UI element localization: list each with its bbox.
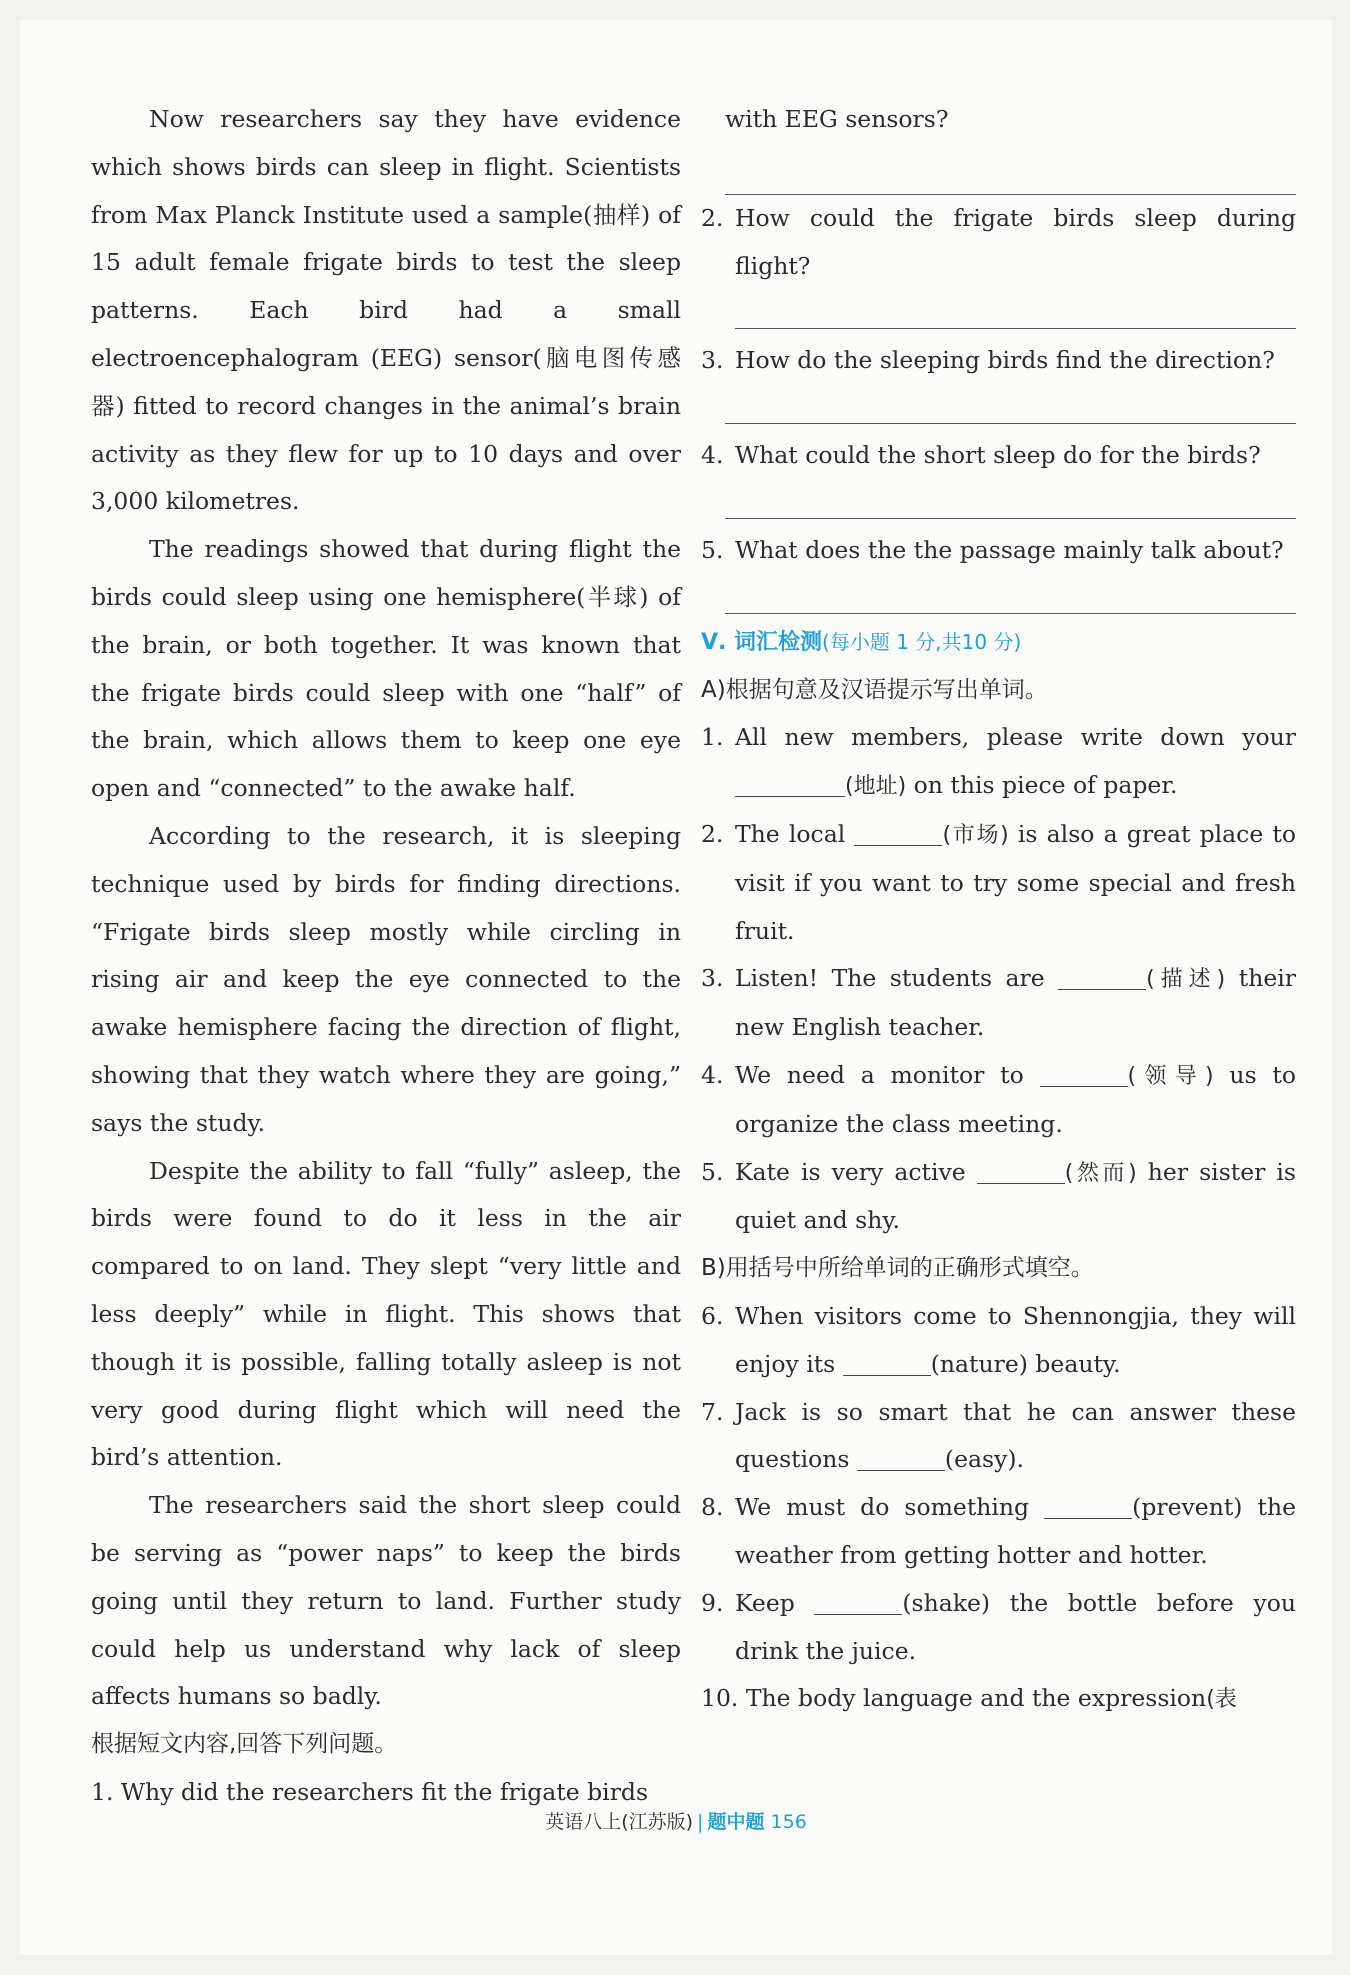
answer-line-2[interactable] (735, 290, 1296, 329)
passage-paragraph-3: According to the research, it is sleeping technique used by birds for finding directions. “Frigate birds sleep mostly while circling in rising air and keep the eye connected to the awake hemisphere facing the direction of flight, showing that they watch where they are going,” says the study. (91, 821, 681, 1137)
vocab-item-4: 4. We need a monitor to (领导) us to organize the class meeting. (701, 1052, 1296, 1149)
passage-paragraph-1: Now researchers say they have evidence which shows birds can sleep in flight. Scientists from Max Planck Institute used a sample(抽样) of 15 adult female frigate birds to test the sleep patterns. Each bird had a small electroencephalogram (EEG) sensor(脑电图传感器) fitted to record changes in the animal’s brain activity as they flew for up to 10 days and over 3,000 kilometres. (91, 105, 681, 516)
vocab-item-5: 5. Kate is very active (然而) her sister is quiet and shy. (701, 1149, 1296, 1246)
question-1-start: 1. Why did the researchers fit the frigate birds (91, 1777, 649, 1806)
answer-line-5[interactable] (725, 575, 1296, 614)
section-title: Ⅴ. 词汇检测 (701, 629, 823, 655)
part-a-title: A)根据句意及汉语提示写出单词。 (701, 676, 1048, 703)
blank-input-6[interactable] (843, 1347, 931, 1376)
section-heading (701, 618, 1296, 667)
vocab-item-6: 6. When visitors come to Shennongjia, they will enjoy its (nature) beauty. (701, 1301, 1296, 1378)
blank-input-4[interactable] (1040, 1058, 1128, 1087)
blank-input-9[interactable] (814, 1586, 902, 1615)
passage-paragraph-5: The researchers said the short sleep could be serving as “power naps” to keep the birds going until they return to land. Further study could help us understand why lack of sleep affects humans so badly. (91, 1491, 681, 1711)
answer-line-3[interactable] (725, 385, 1296, 424)
vocab-item-9: 9. Keep (shake) the bottle before you drink the juice. (701, 1580, 1296, 1676)
answer-line-1[interactable] (725, 144, 1296, 195)
left-column (91, 96, 681, 1817)
blank-input-8[interactable] (1044, 1490, 1132, 1519)
question-2: 2. How could the frigate birds sleep during flight? (701, 203, 1296, 280)
page-footer: 英语八上(江苏版) | 题中题 156 (545, 1811, 807, 1833)
vocab-item-2: 2. The local (市场) is also a great place to visit if you want to try some special and fresh fruit. (701, 811, 1296, 955)
blank-input-3[interactable] (1058, 961, 1146, 990)
vocab-item-1: 1. All new members, please write down your (地址) on this piece of paper. (701, 723, 1296, 800)
passage-paragraph-2: The readings showed that during flight the birds could sleep using one hemisphere(半球) of the brain, or both together. It was known that the frigate birds could sleep with one “half” of the brain, which allows them to keep one eye open and “connected” to the awake half. (91, 535, 681, 803)
vocab-item-8: 8. We must do something (prevent) the weather from getting hotter and hotter. (701, 1484, 1296, 1580)
blank-input-2[interactable] (854, 817, 942, 846)
blank-input-7[interactable] (857, 1442, 945, 1471)
worksheet-page (20, 20, 1332, 1955)
part-b-title: B)用括号中所给单词的正确形式填空。 (701, 1255, 1094, 1282)
question-4: 4. What could the short sleep do for the birds? (701, 441, 1261, 470)
blank-input-5[interactable] (977, 1155, 1065, 1184)
section-score: (每小题 1 分,共10 分) (822, 629, 1022, 654)
right-column (701, 96, 1296, 1724)
answer-line-4[interactable] (725, 480, 1296, 519)
question-1-end: with EEG sensors? (725, 105, 949, 133)
question-5: 5. What does the the passage mainly talk about? (701, 535, 1284, 564)
footer-book-title: 英语八上(江苏版) (545, 1811, 694, 1833)
vocab-item-3: 3. Listen! The students are (描述) their new English teacher. (701, 955, 1296, 1052)
passage-paragraph-4: Despite the ability to fall “fully” asleep, the birds were found to do it less in the air compared to on land. They slept “very little and less deeply” while in flight. This shows that though it is possible, falling totally asleep is not very good during flight which will need the bird’s attention. (91, 1156, 681, 1472)
vocab-item-7: 7. Jack is so smart that he can answer these questions (easy). (701, 1397, 1296, 1474)
blank-input-1[interactable] (735, 768, 845, 797)
question-3: 3. How do the sleeping birds find the direction? (701, 346, 1275, 375)
vocab-item-10: 10. The body language and the expression(表 (701, 1684, 1237, 1713)
reading-instruction: 根据短文内容,回答下列问题。 (91, 1731, 398, 1758)
page-number: 156 (770, 1811, 807, 1833)
footer-brand: 题中题 (707, 1811, 765, 1833)
